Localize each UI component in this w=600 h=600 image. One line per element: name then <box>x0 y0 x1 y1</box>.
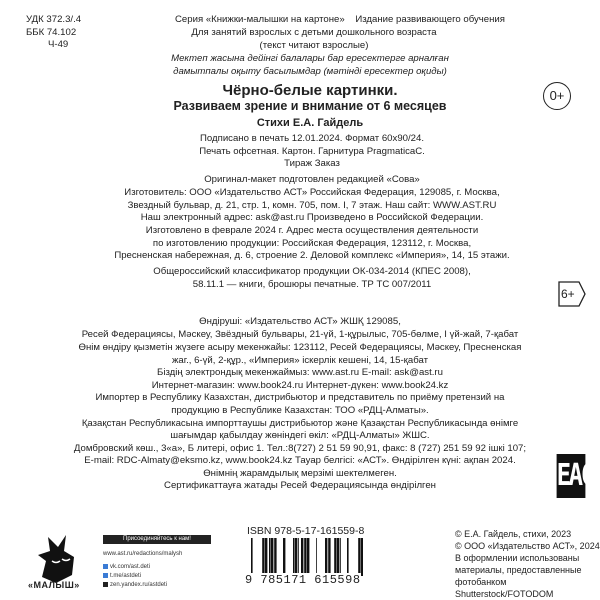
book-author: Стихи Е.А. Гайдель <box>256 117 364 129</box>
book-title: Чёрно-белые картинки. <box>222 82 398 99</box>
kz-line: Өнімнің жарамдылық мерзімі шектелмеген. <box>203 468 397 479</box>
site-link[interactable]: www.ast.ru/redactions/malysh <box>103 551 183 557</box>
kz-line: продукцию в Республике Казахстан: ТОО «РДЦ-Алматы». <box>171 405 429 416</box>
barcode-bar <box>334 538 335 576</box>
barcode-bar <box>337 538 339 576</box>
imprint-line: по изготовлению продукции: Российская Федерация, 123112, г. Москва, <box>152 238 472 249</box>
barcode-bar <box>265 538 267 576</box>
edition-type: Издание развивающего обучения <box>355 14 505 25</box>
barcode-bar <box>271 538 273 576</box>
imprint-line: Изготовитель: ООО «Издательство АСТ» Российская Федерация, 129085, г. Москва, <box>124 187 500 198</box>
barcode-bar <box>335 538 337 576</box>
bbk-code: ББК 74.102 <box>26 26 77 38</box>
barcode-bar <box>304 538 305 576</box>
kz-line: Сертификаттауға жатады Ресей Федерациясында өндірілген <box>164 480 436 491</box>
kz-line: Импортер в Республику Казахстан, дистрибьютор и представитель по приёму претензий на <box>95 392 505 403</box>
imprint-line: Общероссийский классификатор продукции ОК-034-2014 (КПЕС 2008), <box>153 266 471 277</box>
barcode <box>247 538 363 576</box>
barcode-bar <box>307 538 309 576</box>
vk-link[interactable] <box>103 564 150 570</box>
kz-line: Біздің электрондық мекенжаймыз: www.ast.ru E-mail: ask@ast.ru <box>157 367 443 378</box>
kz-line: Өнім өндіру қызметін жүзеге асыру мекенжайы: 123112, Ресей Федерациясы, Мәскеу, Пресненская <box>78 342 522 353</box>
barcode-bar <box>305 538 307 576</box>
copyright-block <box>455 528 600 600</box>
copyright-line: фотобанком Shutterstock/FOTODOM <box>455 577 554 599</box>
barcode-bar <box>274 538 275 576</box>
barcode-bar <box>262 538 263 576</box>
zen-link[interactable] <box>103 582 167 588</box>
malysh-logo-text: «МАЛЫШ» <box>28 580 80 590</box>
eac-certification-mark: EAC <box>557 454 586 498</box>
barcode-bar <box>316 538 317 576</box>
barcode-bar <box>263 538 265 576</box>
barcode-bar <box>251 538 253 576</box>
imprint-line: Оригинал-макет подготовлен редакцией «Сова» <box>204 174 420 185</box>
barcode-bar <box>361 538 363 576</box>
join-us-banner: Присоединяйтесь к нам! <box>103 535 211 544</box>
imprint-line: 58.11.1 — книги, брошюры печатные. ТР ТС 007/2011 <box>192 279 432 290</box>
barcode-bar <box>269 538 271 576</box>
kz-line: E-mail: RDC-Almaty@eksmo.kz, www.book24.kz Тауар белгісі: «АСТ». Өндірілген күні: ақпан 2024. <box>84 455 516 466</box>
barcode-bar <box>325 538 327 576</box>
telegram-link[interactable] <box>103 573 141 579</box>
kz-line: шағымдар қабылдау жөніндегі өкіл: «РДЦ-Алматы» ЖШС. <box>170 430 430 441</box>
kz-line: жаг., 6-үй, 2-құр., «Империя» іскерлік кешені, 14, 15-қабат <box>172 355 428 366</box>
barcode-bar <box>358 538 359 576</box>
series-line <box>40 14 600 26</box>
imprint-line: Подписано в печать 12.01.2024. Формат 60x90/24. <box>200 133 424 144</box>
udk-code: УДК 372.3/.4 <box>26 14 82 25</box>
barcode-bar <box>293 538 295 576</box>
audience: Для занятий взрослых с детьми дошкольного возраста <box>191 27 437 38</box>
barcode-bar <box>340 538 341 576</box>
imprint-line: Изготовлено в феврале 2024 г. Адрес места осуществления деятельности <box>145 225 479 236</box>
kz-line: Өндіруші: «Издательство АСТ» ЖШҚ 129085, <box>199 316 401 327</box>
barcode-bar <box>301 538 303 576</box>
age-6-plus-badge <box>557 279 587 309</box>
copyright-line: материалы, предоставленные <box>455 565 582 575</box>
barcode-bar <box>328 538 329 576</box>
telegram-link-text: t.me/astdeti <box>110 573 142 580</box>
imprint-line: Тираж Заказ <box>284 158 340 169</box>
isbn: ISBN 978-5-17-161559-8 <box>247 525 365 537</box>
kz-audience-1: Мектеп жасына дейінгі балалары бар ересектерге арналған <box>171 53 449 64</box>
author-mark: Ч-49 <box>48 39 69 50</box>
barcode-bar <box>329 538 331 576</box>
barcode-bar <box>275 538 277 576</box>
vk-link-text: vk.com/ast.deti <box>110 564 151 571</box>
read-note: (текст читают взрослые) <box>259 40 369 51</box>
barcode-bar <box>359 538 361 576</box>
barcode-bar <box>298 538 299 576</box>
kz-line: Домбровский көш., 3«а», Б литері, офис 1. Тел.:8(727) 2 51 59 90,91, факс: 8 (727) 251 59 92 ішкі 107; <box>73 443 527 454</box>
kz-audience-2: дамытпалы оқыту басылымдар (мәтінді ересектер оқиды) <box>173 66 447 77</box>
imprint-line: Звездный бульвар, д. 21, стр. 1, комн. 705, пом. I, 7 этаж. Наш сайт: WWW.AST.RU <box>127 200 497 211</box>
vk-icon <box>103 564 108 569</box>
kz-line: Қазақстан Республикасына импорттаушы дистрибьютор және Қазақстан Республикасында өнімге <box>81 418 519 429</box>
kz-line: Интернет-магазин: www.book24.ru Интернет-дүкен: www.book24.kz <box>151 380 449 391</box>
zen-icon <box>103 582 108 587</box>
age-rating-badge: 0+ <box>543 82 571 110</box>
copyright-line: © ООО «Издательство АСТ», 2024 <box>455 541 600 551</box>
barcode-bar <box>283 538 285 576</box>
barcode-bar <box>347 538 349 576</box>
ean-number: 9 785171 615598 <box>245 573 361 587</box>
book-subtitle: Развиваем зрение и внимание от 6 месяцев <box>173 99 447 113</box>
age-6-plus-text: 6+ <box>561 287 575 301</box>
barcode-bar <box>295 538 297 576</box>
kz-line: Ресей Федерациясы, Мәскеу, Звёздный бульвары, 21-үй, 1-құрылыс, 705-бөлме, I үй-жай, 7-қабат <box>81 329 519 340</box>
imprint-line: Наш электронный адрес: ask@ast.ru Произведено в Российской Федерации. <box>140 212 484 223</box>
telegram-icon <box>103 573 108 578</box>
imprint-line: Пресненская набережная, д. 6, строение 2. Деловой комплекс «Империя», 14, 15 этажи. <box>114 250 510 261</box>
zen-link-text: zen.yandex.ru/astdeti <box>110 582 168 589</box>
copyright-line: В оформлении использованы <box>455 553 580 563</box>
series: Серия «Книжки-малышки на картоне» <box>175 14 345 25</box>
copyright-line: © Е.А. Гайдель, стихи, 2023 <box>455 529 572 539</box>
imprint-line: Печать офсетная. Картон. Гарнитура PragmaticaC. <box>199 146 425 157</box>
